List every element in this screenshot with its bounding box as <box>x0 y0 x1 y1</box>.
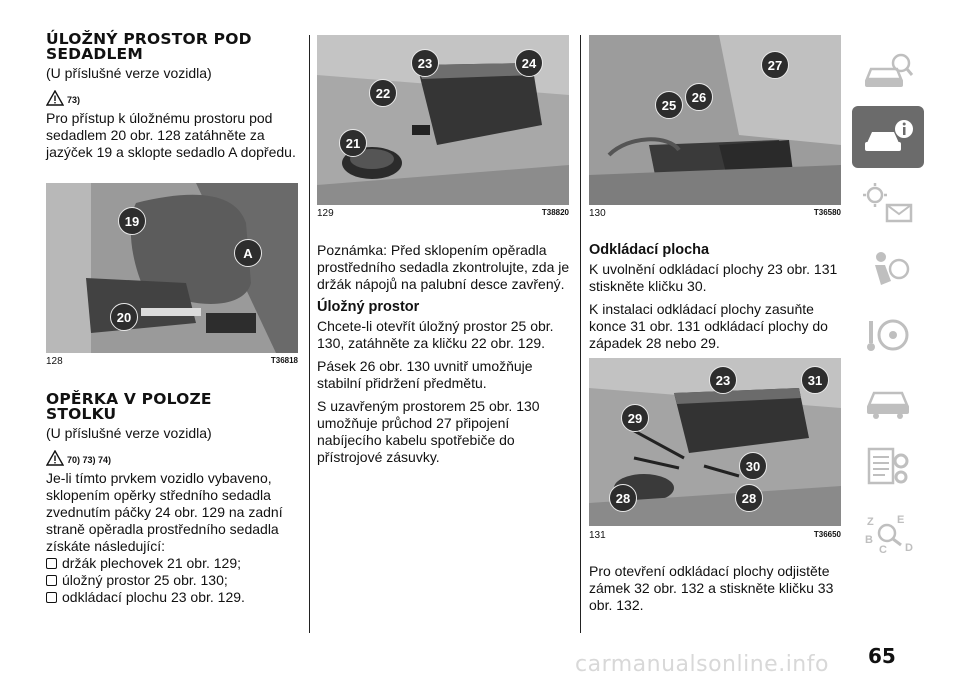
callout-A: A <box>234 239 262 267</box>
list-item-text: úložný prostor 25 obr. 130; <box>62 572 228 588</box>
airbag-icon <box>861 247 915 291</box>
list-item-text: držák plechovek 21 obr. 129; <box>62 555 242 571</box>
steering-icon <box>861 313 915 357</box>
paragraph-tray-install: K instalaci odkládací plochy zasuňte konce 31 obr. 131 odkládací plochy do západek 28 nebo 29. <box>589 301 828 351</box>
paragraph-storage-open: Chcete-li otevřít úložný prostor 25 obr. 130, zatáhněte za kličku 22 obr. 129. <box>317 318 554 351</box>
checkbox-bullet-icon <box>46 575 57 586</box>
title-line-4: STOLKU <box>46 405 117 423</box>
chapter-sidebar <box>852 40 924 568</box>
tab-car-info[interactable] <box>852 106 924 168</box>
variant-note-2: (U příslušné verze vozidla) <box>46 425 212 441</box>
tab-alphabet-search[interactable] <box>852 502 924 564</box>
svg-text:D: D <box>905 542 913 554</box>
column-1-lower <box>46 392 301 606</box>
callout-28: 28 <box>735 484 763 512</box>
svg-text:B: B <box>865 534 873 546</box>
list-item <box>46 572 301 589</box>
callout-22: 22 <box>369 79 397 107</box>
tab-car-search[interactable] <box>852 40 924 102</box>
settings-list-icon <box>861 445 915 489</box>
callout-31: 31 <box>801 366 829 394</box>
photo-131 <box>589 358 841 526</box>
column-1 <box>46 32 301 167</box>
paragraph-note: Poznámka: Před sklopením opěradla prostředního sedadla zkontrolujte, zda je držák nápojů na palubní desce zavřený. <box>317 242 570 292</box>
figure-number: 128 <box>46 356 63 367</box>
column-divider <box>309 35 310 633</box>
section-title-underseat <box>46 32 301 62</box>
figure-128 <box>46 183 298 371</box>
callout-30: 30 <box>739 452 767 480</box>
warning-refs: 73) <box>67 95 81 105</box>
column-3 <box>589 242 844 358</box>
callout-24: 24 <box>515 49 543 77</box>
car-info-icon <box>861 115 915 159</box>
car-search-icon <box>861 49 915 93</box>
figure-caption-128 <box>46 356 298 367</box>
checkbox-bullet-icon <box>46 592 57 603</box>
title-line-2: SEDADLEM <box>46 45 143 63</box>
callout-25: 25 <box>655 91 683 119</box>
figure-code: T36818 <box>270 356 298 365</box>
warning-triangle-icon <box>46 90 64 106</box>
paragraph-tray-release: K uvolnění odkládací plochy 23 obr. 131 stiskněte kličku 30. <box>589 261 838 294</box>
paragraph-strap: Pásek 26 obr. 130 uvnitř umožňuje stabilní přidržení předmětu. <box>317 358 533 391</box>
paragraph-tray-open: Pro otevření odkládací plochy odjistěte zámek 32 obr. 132 a stiskněte kličku 33 obr. 132. <box>589 563 834 613</box>
callout-29: 29 <box>621 404 649 432</box>
variant-note: (U příslušné verze vozidla) <box>46 65 212 81</box>
heading-tray: Odkládací plocha <box>589 242 710 258</box>
tab-lights-mail[interactable] <box>852 172 924 234</box>
tab-steering[interactable] <box>852 304 924 366</box>
alphabet-search-icon <box>861 511 915 555</box>
callout-27: 27 <box>761 51 789 79</box>
callout-26: 26 <box>685 83 713 111</box>
figure-130 <box>589 35 841 223</box>
figure-number: 130 <box>589 208 606 219</box>
list-item-text: odkládací plochu 23 obr. 129. <box>62 589 245 605</box>
car-service-icon <box>861 379 915 423</box>
figure-caption-129 <box>317 208 569 219</box>
warning-ref-row <box>46 84 301 106</box>
heading-storage: Úložný prostor <box>317 299 420 315</box>
callout-20: 20 <box>110 303 138 331</box>
section-title-armrest <box>46 392 301 422</box>
column-3-lower <box>589 563 844 614</box>
figure-131 <box>589 358 841 546</box>
callout-28: 28 <box>609 484 637 512</box>
tab-airbag[interactable] <box>852 238 924 300</box>
callout-23: 23 <box>709 366 737 394</box>
paragraph-underseat: Pro přístup k úložnému prostoru pod sedadlem 20 obr. 128 zatáhněte za jazýček 19 a sklopte sedadlo A dopředu. <box>46 110 296 160</box>
checkbox-bullet-icon <box>46 558 57 569</box>
figure-number: 129 <box>317 208 334 219</box>
warning-ref-row-2 <box>46 444 301 466</box>
photo-128 <box>46 183 298 353</box>
page-number: 65 <box>868 644 896 668</box>
svg-text:C: C <box>879 544 887 555</box>
figure-129 <box>317 35 569 223</box>
callout-23: 23 <box>411 49 439 77</box>
lights-mail-icon <box>861 181 915 225</box>
watermark: carmanualsonline.info <box>575 652 829 677</box>
column-divider <box>580 35 581 633</box>
paragraph-armrest: Je-li tímto prvkem vozidlo vybaveno, sklopením opěrky středního sedadla zvednutím páčky 24 obr. 129 na zadní straně opěradla prostředního sedadla získáte následující: <box>46 470 283 554</box>
seat-photo-illustration <box>46 183 298 353</box>
figure-code: T36650 <box>813 530 841 539</box>
tab-car-service[interactable] <box>852 370 924 432</box>
warning-triangle-icon <box>46 450 64 466</box>
list-item <box>46 589 301 606</box>
paragraph-cable: S uzavřeným prostorem 25 obr. 130 umožňuje průchod 27 připojení nabíjecího kabelu spotřebiče do přístrojové zásuvky. <box>317 398 540 465</box>
storage-photo-illustration <box>589 35 841 205</box>
figure-code: T36580 <box>813 208 841 217</box>
svg-text:E: E <box>897 514 905 526</box>
tab-settings-list[interactable] <box>852 436 924 498</box>
list-item <box>46 555 301 572</box>
title-line-1: ÚLOŽNÝ PROSTOR POD <box>46 30 252 48</box>
photo-130 <box>589 35 841 205</box>
figure-number: 131 <box>589 530 606 541</box>
figure-code: T38820 <box>541 208 569 217</box>
figure-caption-131 <box>589 530 841 541</box>
photo-129 <box>317 35 569 205</box>
column-2 <box>317 242 572 472</box>
warning-refs-2: 70) 73) 74) <box>67 455 112 465</box>
title-line-3: OPĚRKA V POLOZE <box>46 390 212 408</box>
callout-21: 21 <box>339 129 367 157</box>
svg-text:Z: Z <box>867 516 874 528</box>
figure-caption-130 <box>589 208 841 219</box>
callout-19: 19 <box>118 207 146 235</box>
